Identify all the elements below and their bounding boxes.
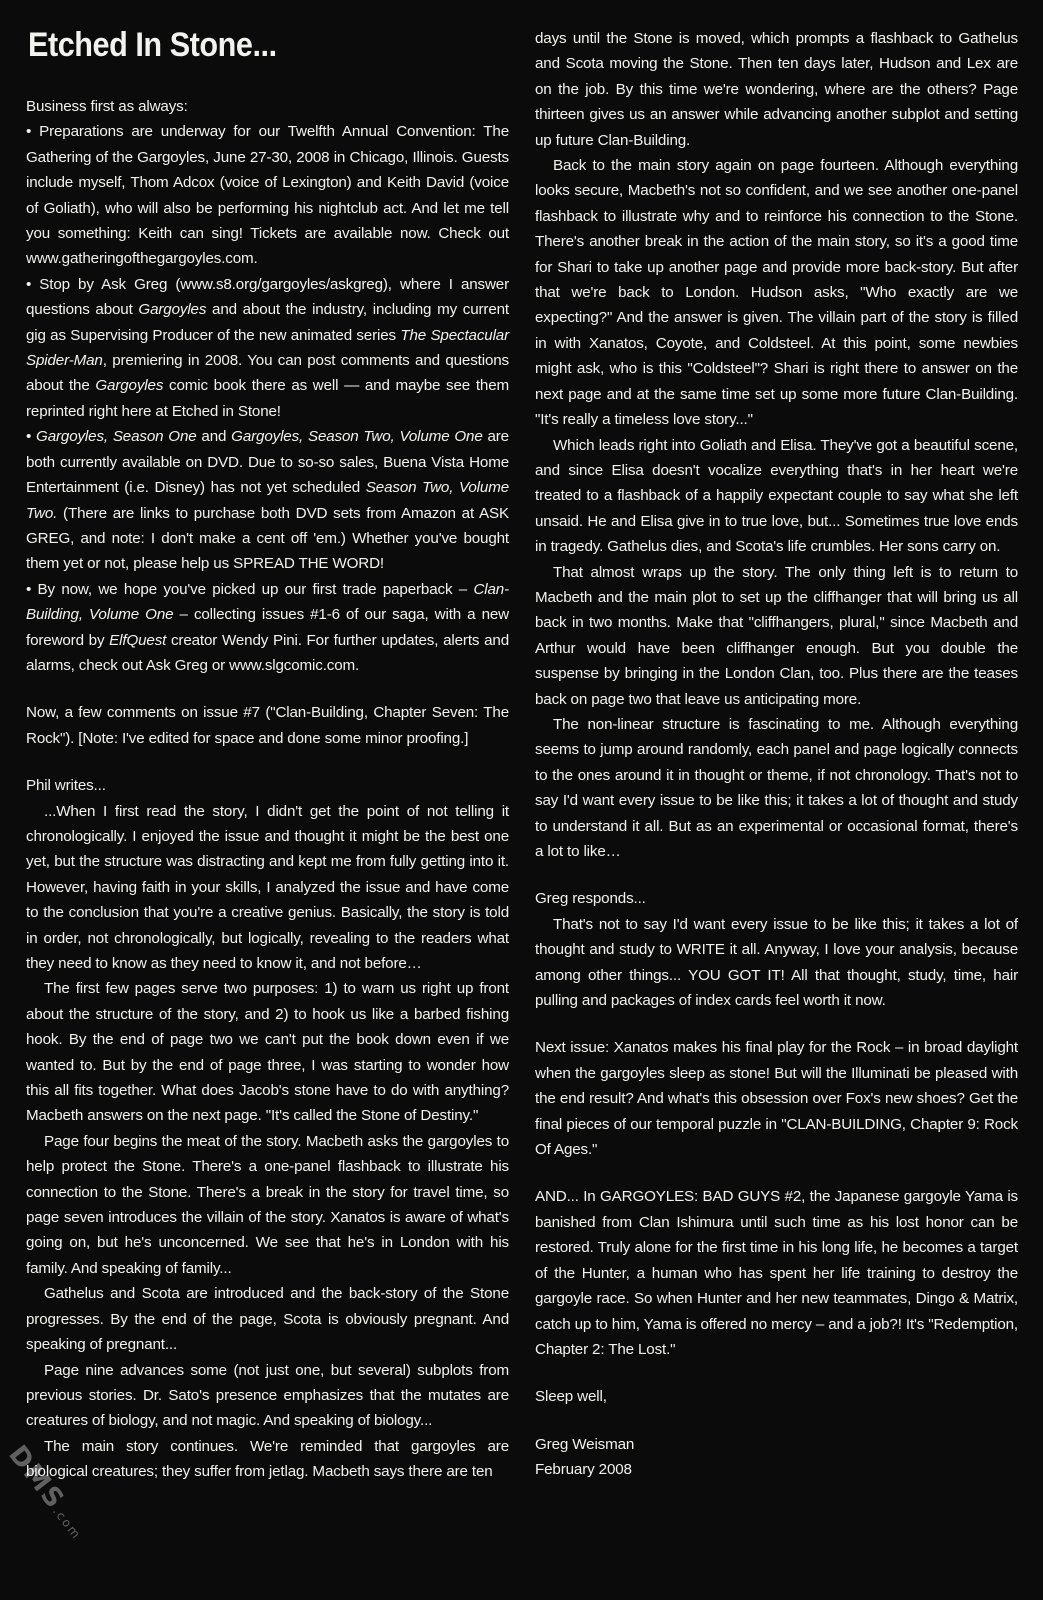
comments-intro: Now, a few comments on issue #7 ("Clan-Building, Chapter Seven: The Rock"). [Note: I've edited for space and done some minor proofing.] xyxy=(26,704,509,747)
response-paragraph: That's not to say I'd want every issue to be like this; it takes a lot of thought and study to WRITE it all. Anyway, I love your analysis, because among other things... YOU GOT IT! All that thought, study, time, hair pulling and packages of index cards feel worth it now. xyxy=(535,915,1018,1010)
bullet-convention: • Preparations are underway for our Twelfth Annual Convention: The Gathering of the Gargoyles, June 27-30, 2008 in Chicago, Illinois. Guests include myself, Thom Adcox (voice of Lexington) and Keith David (voice of Goliath), who will also be performing his nightclub act. And let me tell you something: Keith can sing! Tickets are available now. Check out www.gatheringofthegargoyles.com. xyxy=(26,123,509,268)
letter-writer: Phil writes... xyxy=(26,777,106,795)
bullet-ask-greg: • Stop by Ask Greg (www.s8.org/gargoyles/askgreg), where I answer questions about Gargoyles and about the industry, including my current gig as Supervising Producer of the new animated series The Spectacular Spider-Man, premiering in 2008. You can post comments and questions about the Gargoyles comic book there as well — and maybe see them reprinted right here at Etched in Stone! xyxy=(26,275,510,420)
letter-paragraph: Page nine advances some (not just one, but several) subplots from previous stories. Dr. Sato's presence emphasizes that the mutates are creatures of biology, and not magic. And speaking of biology... xyxy=(26,1361,509,1430)
letter-paragraph: ...When I first read the story, I didn't get the point of not telling it chronologically. I enjoyed the issue and thought it might be the best one yet, but the structure was distracting and kept me from fully getting into it. However, having faith in your skills, I analyzed the issue and have come to the conclusion that you're a creative genius. Basically, the story is told in order, not chronologically, but logically, revealing to the readers what they need to know as they need to know it, and not before… xyxy=(26,802,509,972)
signature-date: February 2008 xyxy=(535,1461,632,1479)
letter-paragraph: The main story continues. We're reminded that gargoyles are biological creatures; they suffer from jetlag. Macbeth says there are ten xyxy=(26,1437,509,1481)
letter-paragraph: Page four begins the meat of the story. Macbeth asks the gargoyles to help protect the Stone. There's a one-panel flashback to illustrate his connection to the Stone. There's a break in the story for travel time, so page seven introduces the villain of the story. Xanatos is aware of what's going on, but he's unconcerned. We see that he's in London with his family. And speaking of family... xyxy=(26,1132,509,1277)
letter-paragraph: days until the Stone is moved, which prompts a flashback to Gathelus and Scota moving the Stone. Then ten days later, Hudson and Lex are on the job. By this time we're wondering, where are the others? Page thirteen gives us an answer while advancing another subplot and setting up future Clan-Building. xyxy=(535,30,1018,149)
letter-paragraph: Gathelus and Scota are introduced and the back-story of the Stone progresses. By the end of the page, Scota is obviously pregnant. And speaking of pregnant... xyxy=(26,1285,509,1354)
letter-paragraph: Which leads right into Goliath and Elisa. They've got a beautiful scene, and since Elisa doesn't vocalize everything that's in her heart we're treated to a flashback of a happily expectant couple to say what she left unsaid. He and Elisa give in to true love, but... Sometimes true love ends in tragedy. Gathelus dies, and Scota's life crumbles. Her sons carry on. xyxy=(535,436,1018,556)
letters-page xyxy=(26,26,1018,1576)
watermark-logo: DMS.com xyxy=(2,1440,85,1543)
letter-paragraph: That almost wraps up the story. The only thing left is to return to Macbeth and the main plot to set up the cliffhanger that will bring us all back in two months. Make that "cliffhangers, plural," since Macbeth and Arthur would have been cliffhanger enough. But you double the suspense by bringing in the London Clan, too. Plus there are the teases back on page two that leave us anticipating more. xyxy=(535,563,1018,708)
next-issue-blurb: Next issue: Xanatos makes his final play for the Rock – in broad daylight when the gargoyles sleep as stone! But will the Illuminati be pleased with the end result? And what's this obsession over Fox's new shoes? Get the final pieces of our temporal puzzle in "CLAN-BUILDING, Chapter 9: Rock Of Ages." xyxy=(535,1039,1018,1159)
bullet-trade-paperback: • By now, we hope you've picked up our first trade paperback – Clan-Building, Volume One – collecting issues #1-6 of our saga, with a new foreword by ElfQuest creator Wendy Pini. For further updates, alerts and alarms, check out Ask Greg or www.slgcomic.com. xyxy=(26,580,509,674)
bullet-dvd: • Gargoyles, Season One and Gargoyles, Season Two, Volume One are both currently available on DVD. Due to so-so sales, Buena Vista Home Entertainment (i.e. Disney) has not yet scheduled Season Two, Volume Two. (There are links to purchase both DVD sets from Amazon at ASK GREG, and note: I don't make a cent off 'em.) Whether you've bought them yet or not, please help us SPREAD THE WORD! xyxy=(26,428,509,573)
left-column xyxy=(26,26,509,1576)
page-title: Etched In Stone... xyxy=(28,26,277,64)
response-heading: Greg responds... xyxy=(535,890,646,908)
letter-paragraph: Back to the main story again on page fourteen. Although everything looks secure, Macbeth's not so confident, and we see another one-panel flashback to illustrate why and to reinforce his connection to the Stone. There's another break in the action of the main story, so it's a good time for Shari to take up another page and provide more back-story. But after that we're back to London. Hudson asks, "Who exactly are we expecting?" And the answer is given. The villain part of the story is filled in with Xanatos, Coyote, and Coldsteel. At this point, some newbies might ask, who is this "Coldsteel"? Shari is right there to answer on the next page and at the same time set up some more future Clan-Building. "It's really a timeless love story..." xyxy=(535,157,1018,429)
bad-guys-blurb: AND... In GARGOYLES: BAD GUYS #2, the Japanese gargoyle Yama is banished from Clan Ishimura until such time as his lost honor can be restored. Truly alone for the first time in his long life, he becomes a target of the Hunter, a human who has spent her life training to destroy the gargoyle race. So when Hunter and her new teammates, Dingo & Matrix, catch up to him, Yama is offered no mercy – and a job?! It's "Redemption, Chapter 2: The Lost." xyxy=(535,1188,1018,1358)
signature-name: Greg Weisman xyxy=(535,1435,635,1453)
intro-line: Business first as always: xyxy=(26,98,188,115)
right-column xyxy=(535,26,1018,1576)
letter-paragraph: The non-linear structure is fascinating to me. Although everything seems to jump around randomly, each panel and page logically connects to the ones around it in thought or theme, if not chronology. That's not to say I'd want every issue to be like this; it takes a lot of thought and study to understand it all. But as an experimental or occasional format, there's a lot to like… xyxy=(535,715,1018,860)
letter-paragraph: The first few pages serve two purposes: 1) to warn us right up front about the structure of the story, and 2) to hook us like a barbed fishing hook. By the end of page two we can't put the book down even if we wanted to. But by the end of page three, I was starting to wonder how this all fits together. What does Jacob's stone have to do with anything? Macbeth answers on the next page. "It's called the Stone of Destiny." xyxy=(26,980,509,1125)
sign-off: Sleep well, xyxy=(535,1388,607,1406)
